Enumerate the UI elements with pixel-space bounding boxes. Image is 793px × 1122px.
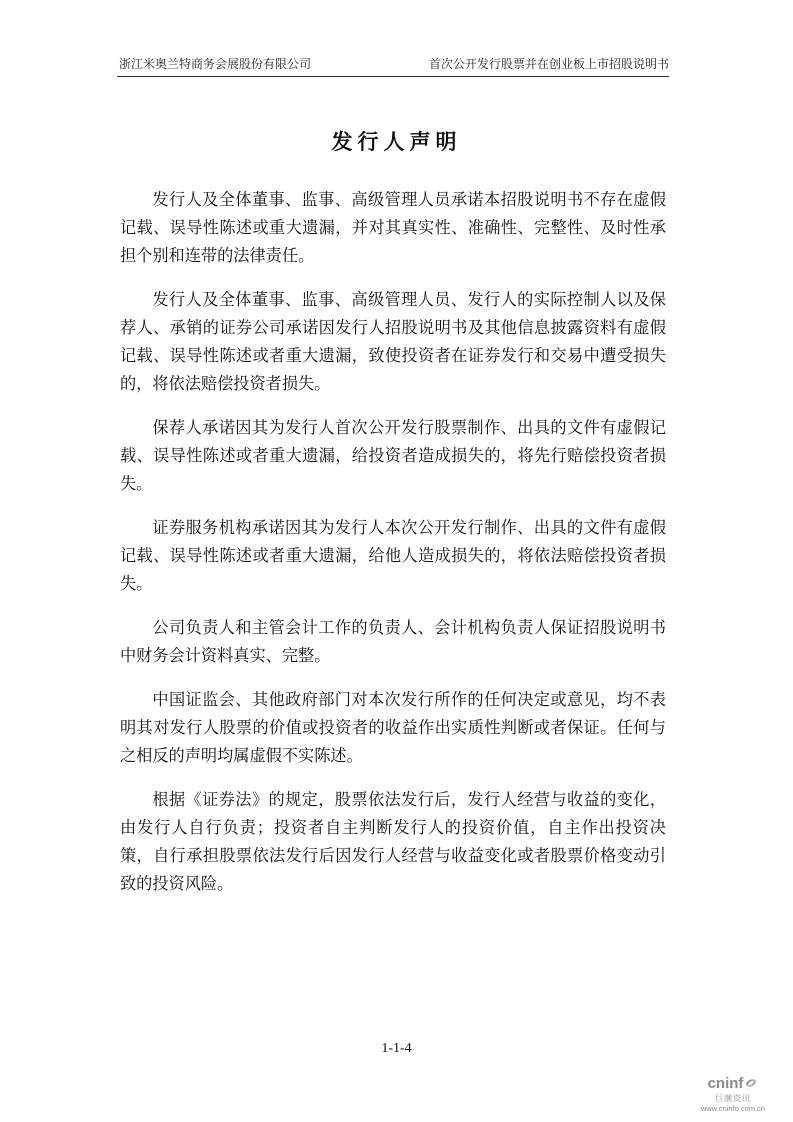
cninfo-url: www.cninfo.com.cn <box>700 1104 766 1113</box>
statement-paragraph: 根据《证券法》的规定，股票依法发行后，发行人经营与收益的变化，由发行人自行负责；投资者自主判断发行人的投资价值，自主作出投资决策，自行承担股票依法发行后因发行人经营与收益变化或者股票价格变动引致的投资风险。 <box>120 790 666 893</box>
statement-paragraph: 发行人及全体董事、监事、高级管理人员、发行人的实际控制人以及保荐人、承销的证券公司承诺因发行人招股说明书及其他信息披露资料有虚假记载、误导性陈述或者重大遗漏，致使投资者在证券发行和交易中遭受损失的，将依法赔偿投资者损失。 <box>120 290 666 393</box>
page-number: 1-1-4 <box>381 1041 412 1056</box>
statement-body <box>120 186 666 914</box>
cninfo-logo-text: cninf <box>707 1075 744 1092</box>
statement-paragraph: 发行人及全体董事、监事、高级管理人员承诺本招股说明书不存在虚假记载、误导性陈述或重大遗漏，并对其真实性、准确性、完整性、及时性承担个别和连带的法律责任。 <box>120 190 666 265</box>
statement-paragraph: 中国证监会、其他政府部门对本次发行所作的任何决定或意见，均不表明其对发行人股票的价值或投资者的收益作出实质性判断或者保证。任何与之相反的声明均属虚假不实陈述。 <box>120 690 666 765</box>
cninfo-logo <box>693 1076 773 1094</box>
cninfo-swirl-icon <box>744 1076 758 1094</box>
page-title: 发行人声明 <box>331 130 462 154</box>
statement-paragraph: 保荐人承诺因其为发行人首次公开发行股票制作、出具的文件有虚假记载、误导性陈述或者重大遗漏，给投资者造成损失的，将先行赔偿投资者损失。 <box>120 418 666 493</box>
cninfo-watermark <box>693 1076 773 1113</box>
statement-paragraph: 证券服务机构承诺因其为发行人本次公开发行制作、出具的文件有虚假记载、误导性陈述或者重大遗漏，给他人造成损失的，将依法赔偿投资者损失。 <box>120 518 666 593</box>
page-header <box>117 54 669 77</box>
header-company-name: 浙江米奥兰特商务会展股份有限公司 <box>119 57 312 71</box>
cninfo-name: 巨潮资讯 <box>715 1094 751 1103</box>
header-document-name: 首次公开发行股票并在创业板上市招股说明书 <box>428 57 669 71</box>
statement-paragraph: 公司负责人和主管会计工作的负责人、会计机构负责人保证招股说明书中财务会计资料真实、完整。 <box>120 618 666 665</box>
